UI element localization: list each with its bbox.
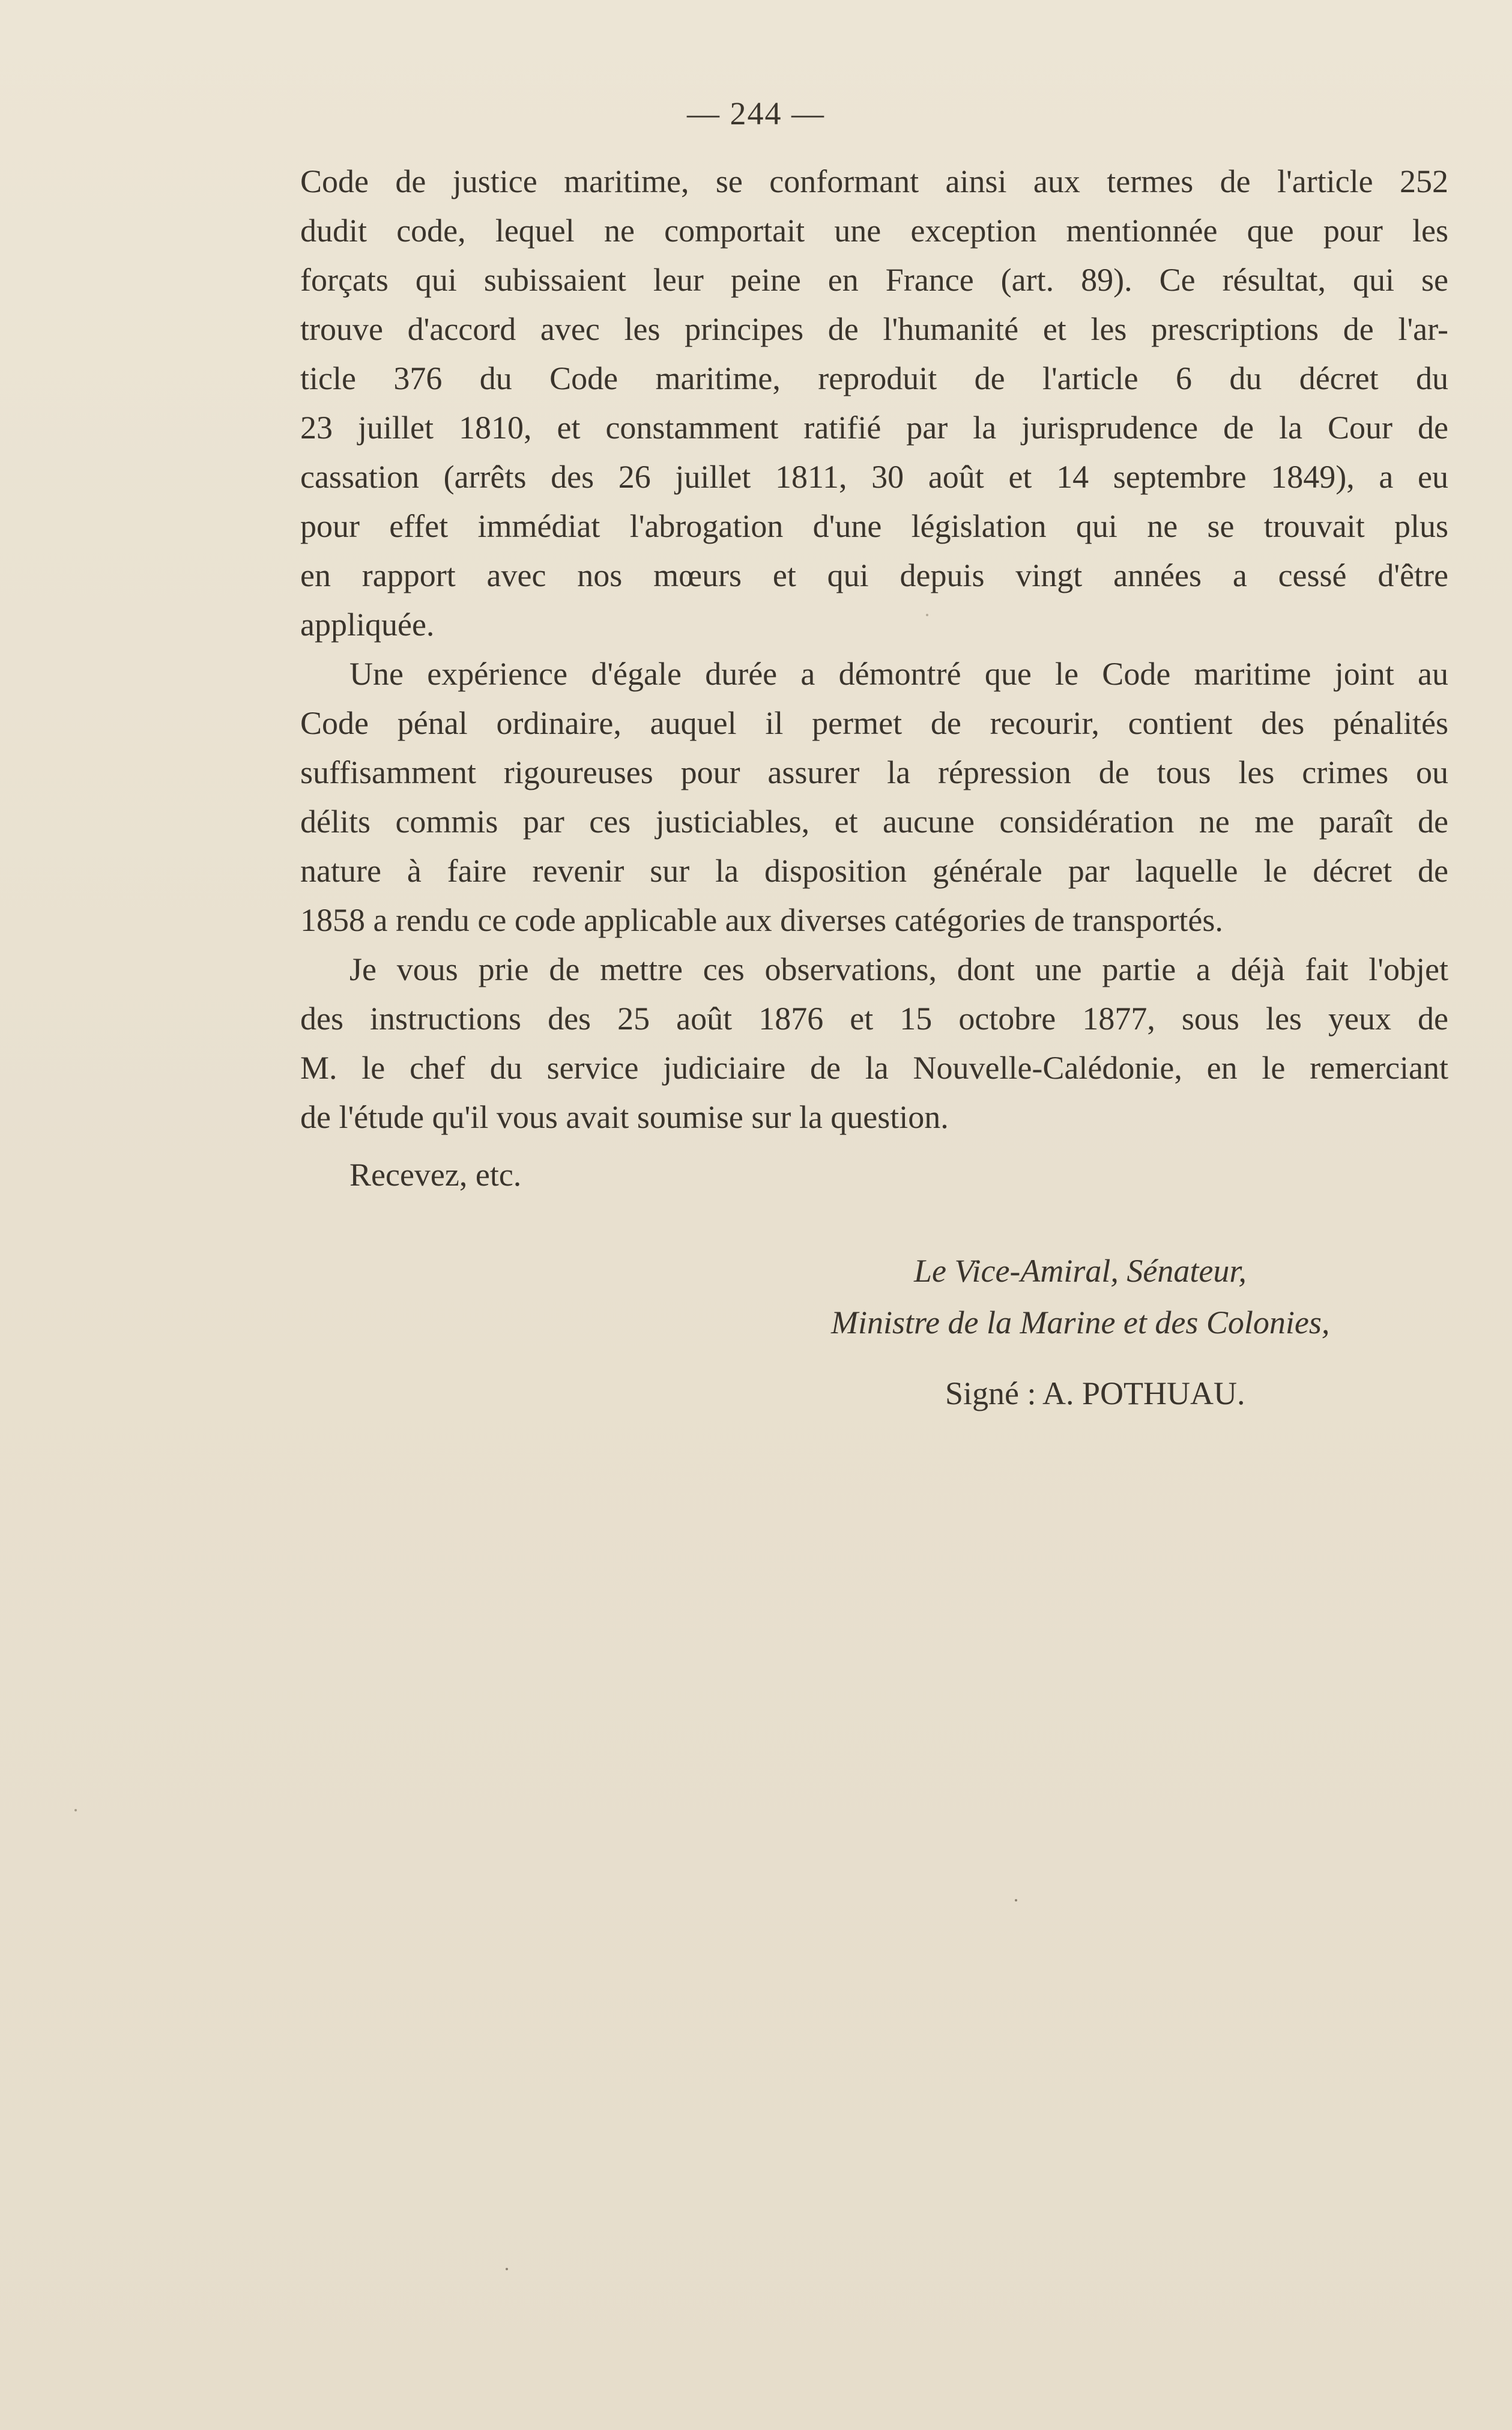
- text-line: cassation (arrêts des 26 juillet 1811, 30 août et 14 septembre 1849), a eu: [300, 459, 1448, 495]
- text-line: des instructions des 25 août 1876 et 15 octobre 1877, sous les yeux de: [300, 1001, 1448, 1037]
- text-line: Code pénal ordinaire, auquel il permet de recourir, contient des pénalités: [300, 705, 1448, 741]
- text-line: forçats qui subissaient leur peine en France (art. 89). Ce résultat, qui se: [300, 262, 1448, 298]
- text-line: 1858 a rendu ce code applicable aux diverses catégories de transportés.: [300, 902, 1223, 938]
- page-number: — 244 —: [687, 95, 825, 132]
- signature-name: Signé : A. POTHUAU.: [945, 1375, 1245, 1411]
- text-line: délits commis par ces justiciables, et aucune considération ne me paraît de: [300, 804, 1448, 840]
- text-line: M. le chef du service judiciaire de la Nouvelle-Calédonie, en le remerciant: [300, 1050, 1448, 1086]
- text-line: dudit code, lequel ne comportait une exception mentionnée que pour les: [300, 213, 1448, 249]
- paper-speck: [506, 2268, 508, 2270]
- text-line: en rapport avec nos mœurs et qui depuis vingt années a cessé d'être: [300, 557, 1448, 593]
- paper-speck: [74, 1809, 77, 1811]
- text-line: Je vous prie de mettre ces observations, dont une partie a déjà fait l'objet: [349, 951, 1448, 987]
- text-line: Une expérience d'égale durée a démontré que le Code maritime joint au: [349, 656, 1448, 692]
- paper-speck: [1015, 1899, 1017, 1901]
- text-line: trouve d'accord avec les principes de l'humanité et les prescriptions de l'ar-: [300, 311, 1448, 347]
- text-line: de l'étude qu'il vous avait soumise sur la question.: [300, 1099, 949, 1135]
- text-line: ticle 376 du Code maritime, reproduit de l'article 6 du décret du: [300, 360, 1448, 396]
- signature-ministry: Ministre de la Marine et des Colonies,: [831, 1304, 1330, 1341]
- text-line: pour effet immédiat l'abrogation d'une législation qui ne se trouvait plus: [300, 508, 1448, 544]
- signature-title: Le Vice-Amiral, Sénateur,: [914, 1253, 1247, 1289]
- text-line: nature à faire revenir sur la disposition générale par laquelle le décret de: [300, 853, 1448, 889]
- text-line: Code de justice maritime, se conformant ainsi aux termes de l'article 252: [300, 163, 1448, 199]
- text-line: appliquée.: [300, 607, 435, 643]
- paper-speck: [926, 614, 928, 616]
- text-line: suffisamment rigoureuses pour assurer la répression de tous les crimes ou: [300, 754, 1448, 790]
- text-line: 23 juillet 1810, et constamment ratifié par la jurisprudence de la Cour de: [300, 410, 1448, 446]
- closing-line: Recevez, etc.: [349, 1157, 522, 1193]
